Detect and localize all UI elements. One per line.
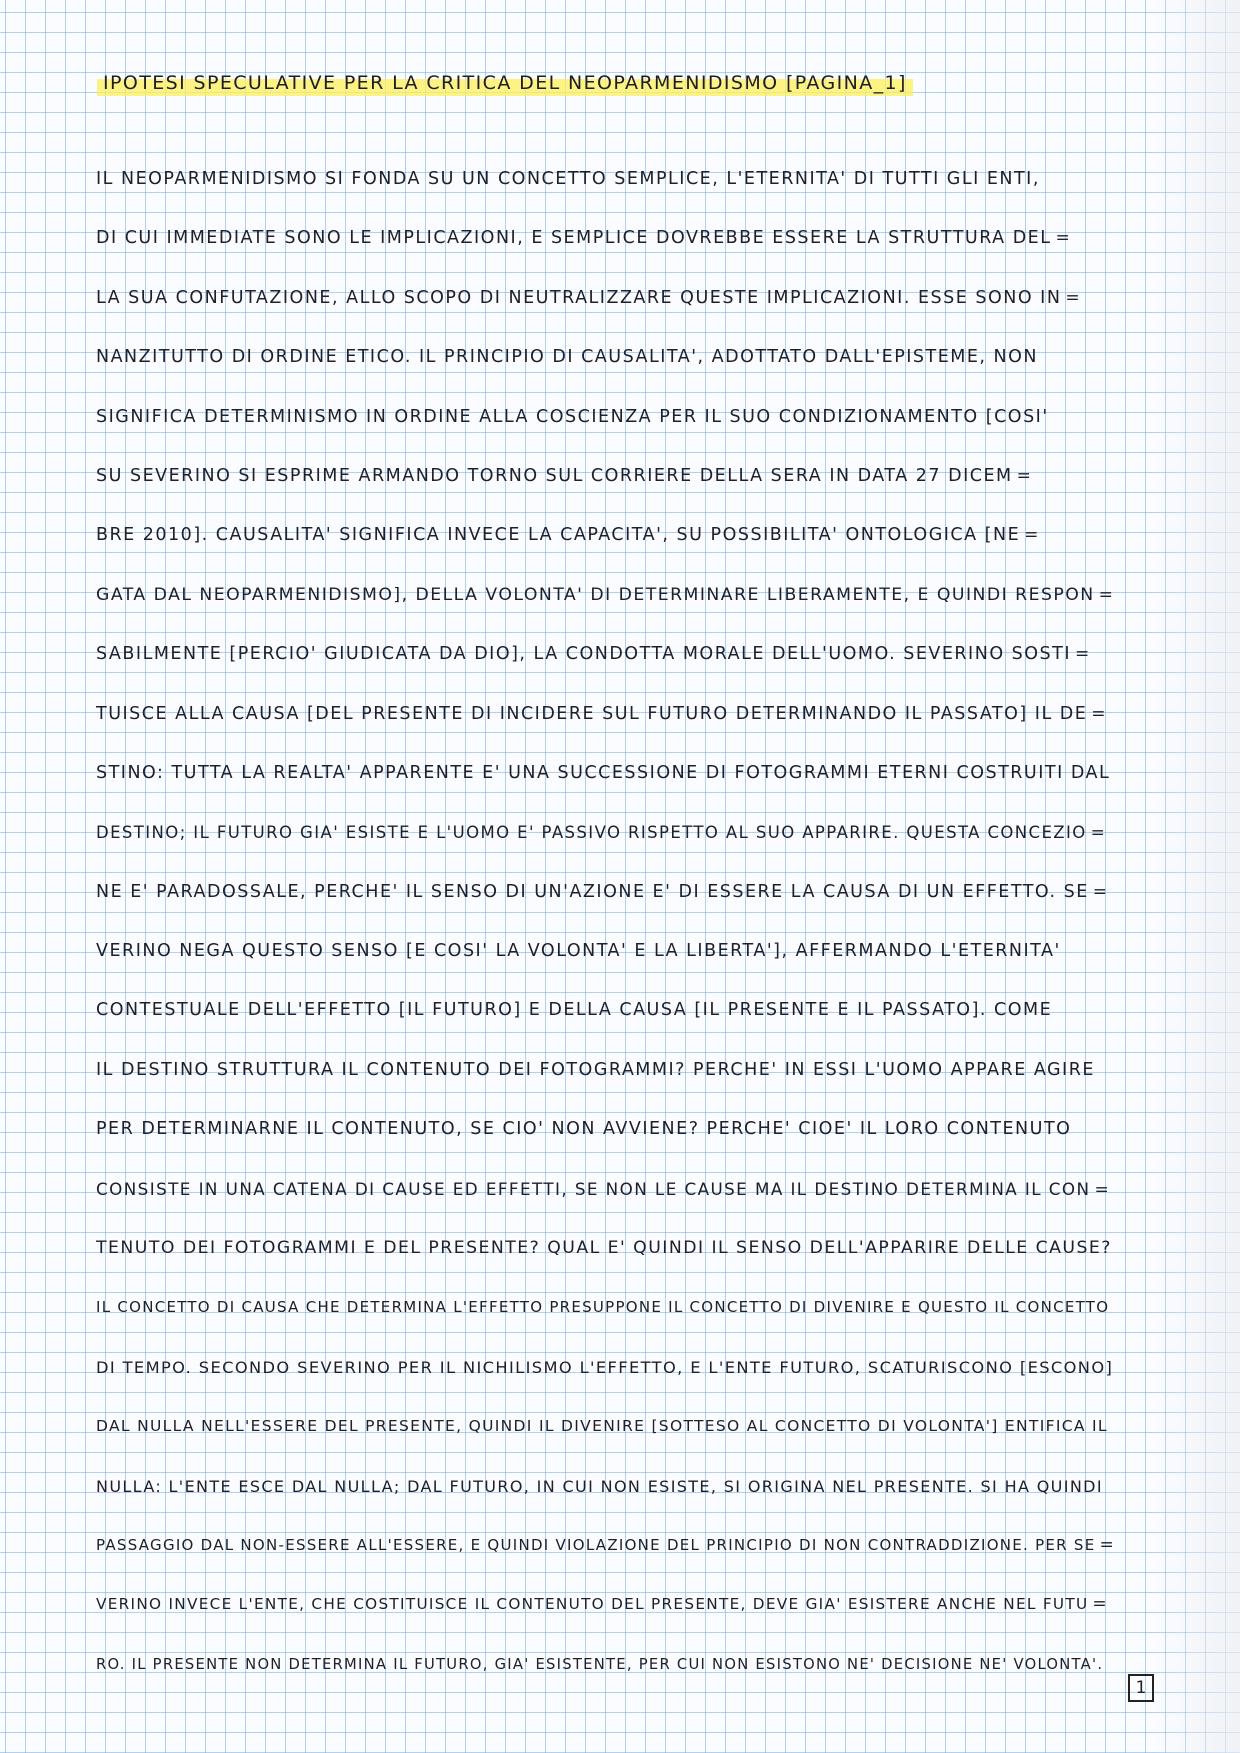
text-line bbox=[96, 1397, 1116, 1456]
hyphenation-mark: = bbox=[1055, 228, 1072, 249]
page-number-box: 1 bbox=[1128, 1674, 1154, 1702]
text-line bbox=[96, 863, 1116, 922]
text-line-content: SABILMENTE [PERCIO' GIUDICATA DA DIO], LA CONDOTTA MORALE DELL'UOMO. SEVERINO SOSTI bbox=[96, 644, 1071, 665]
page-edge-shadow bbox=[1150, 0, 1240, 1753]
text-line bbox=[96, 269, 1116, 328]
hyphenation-mark: = bbox=[1094, 1179, 1111, 1200]
hyphenation-mark: = bbox=[1092, 1594, 1108, 1615]
text-line bbox=[96, 1041, 1116, 1100]
text-line bbox=[96, 150, 1116, 209]
text-line-content: SU SEVERINO SI ESPRIME ARMANDO TORNO SUL CORRIERE DELLA SERA IN DATA 27 DICEM bbox=[96, 465, 1013, 486]
text-line-content: VERINO NEGA QUESTO SENSO [E COSI' LA VOLONTA' E LA LIBERTA'], AFFERMANDO L'ETERNITA' bbox=[96, 941, 1061, 962]
text-line-content: DI CUI IMMEDIATE SONO LE IMPLICAZIONI, E SEMPLICE DOVREBBE ESSERE LA STRUTTURA DEL bbox=[96, 228, 1052, 249]
text-line bbox=[96, 744, 1116, 803]
text-line bbox=[96, 566, 1116, 625]
text-line-content: IL NEOPARMENIDISMO SI FONDA SU UN CONCETTO SEMPLICE, L'ETERNITA' DI TUTTI GLI ENTI, bbox=[96, 169, 1040, 189]
text-line-content: IL CONCETTO DI CAUSA CHE DETERMINA L'EFFETTO PRESUPPONE IL CONCETTO DI DIVENIRE E QUESTO IL CONCETTO bbox=[96, 1298, 1110, 1317]
text-line-content: DI TEMPO. SECONDO SEVERINO PER IL NICHILISMO L'EFFETTO, E L'ENTE FUTURO, SCATURISCONO [ESCONO] bbox=[96, 1357, 1114, 1377]
text-line bbox=[96, 981, 1116, 1040]
text-line bbox=[96, 1575, 1116, 1634]
document-title: IPOTESI SPECULATIVE PER LA CRITICA DEL NEOPARMENIDISMO [PAGINA_1] bbox=[97, 66, 913, 100]
text-line-content: NANZITUTTO DI ORDINE ETICO. IL PRINCIPIO DI CAUSALITA', ADOTTATO DALL'EPISTEME, NON bbox=[96, 347, 1039, 368]
hyphenation-mark: = bbox=[1091, 703, 1108, 724]
text-line-content: STINO: TUTTA LA REALTA' APPARENTE E' UNA SUCCESSIONE DI FOTOGRAMMI ETERNI COSTRUITI DAL bbox=[96, 762, 1111, 783]
text-line-content: DESTINO; IL FUTURO GIA' ESISTE E L'UOMO E' PASSIVO RISPETTO AL SUO APPARIRE. QUESTA CONCEZIO bbox=[96, 823, 1087, 843]
text-line-content: PASSAGGIO DAL NON-ESSERE ALL'ESSERE, E QUINDI VIOLAZIONE DEL PRINCIPIO DI NON CONTRADDIZIONE. PER SE bbox=[96, 1535, 1096, 1554]
text-line-content: NE E' PARADOSSALE, PERCHE' IL SENSO DI UN'AZIONE E' DI ESSERE LA CAUSA DI UN EFFETTO. SE bbox=[96, 881, 1089, 902]
text-line-content: IL DESTINO STRUTTURA IL CONTENUTO DEI FOTOGRAMMI? PERCHE' IN ESSI L'UOMO APPARE AGIRE bbox=[96, 1059, 1095, 1080]
text-line bbox=[96, 447, 1116, 506]
text-line bbox=[96, 1100, 1116, 1159]
text-line-content: BRE 2010]. CAUSALITA' SIGNIFICA INVECE LA CAPACITA', SU POSSIBILITA' ONTOLOGICA [NE bbox=[96, 525, 1021, 546]
text-line-content: DAL NULLA NELL'ESSERE DEL PRESENTE, QUINDI IL DIVENIRE [SOTTESO AL CONCETTO DI VOLONTA'] ENTIFICA IL bbox=[96, 1417, 1108, 1436]
text-line bbox=[96, 1219, 1116, 1278]
hyphenation-mark: = bbox=[1099, 1534, 1116, 1555]
text-line-content: RO. IL PRESENTE NON DETERMINA IL FUTURO, GIA' ESISTENTE, PER CUI NON ESISTONO NE' DECISIONE NE' VOLONTA'. bbox=[96, 1655, 1104, 1673]
text-line-content: SIGNIFICA DETERMINISMO IN ORDINE ALLA COSCIENZA PER IL SUO CONDIZIONAMENTO [COSI' bbox=[96, 406, 1049, 427]
text-line-content: TENUTO DEI FOTOGRAMMI E DEL PRESENTE? QUAL E' QUINDI IL SENSO DELL'APPARIRE DELLE CAUSE? bbox=[96, 1238, 1112, 1259]
hyphenation-mark: = bbox=[1024, 525, 1040, 546]
hyphenation-mark: = bbox=[1075, 644, 1091, 665]
text-line-content: TUISCE ALLA CAUSA [DEL PRESENTE DI INCIDERE SUL FUTURO DETERMINANDO IL PASSATO] IL DE bbox=[96, 703, 1088, 724]
text-line-content: VERINO INVECE L'ENTE, CHE COSTITUISCE IL CONTENUTO DEL PRESENTE, DEVE GIA' ESISTERE ANCHE NEL FUTU bbox=[96, 1595, 1089, 1614]
hyphenation-mark: = bbox=[1016, 465, 1033, 486]
text-line bbox=[96, 1160, 1116, 1219]
text-line bbox=[96, 803, 1116, 862]
text-line-content: PER DETERMINARNE IL CONTENUTO, SE CIO' NON AVVIENE? PERCHE' CIOE' IL LORO CONTENUTO bbox=[96, 1119, 1072, 1140]
text-line bbox=[96, 506, 1116, 565]
hyphenation-mark: = bbox=[1092, 881, 1109, 902]
hyphenation-mark: = bbox=[1065, 287, 1082, 308]
text-line-content: CONTESTUALE DELL'EFFETTO [IL FUTURO] E DELLA CAUSA [IL PRESENTE E IL PASSATO]. COME bbox=[96, 1000, 1053, 1021]
text-line bbox=[96, 1457, 1116, 1516]
text-line-content: NULLA: L'ENTE ESCE DAL NULLA; DAL FUTURO, IN CUI NON ESISTE, SI ORIGINA NEL PRESENTE. SI HA QUINDI bbox=[96, 1476, 1103, 1496]
text-line bbox=[96, 1338, 1116, 1397]
text-line bbox=[96, 1516, 1116, 1575]
text-line-content: CONSISTE IN UNA CATENA DI CAUSE ED EFFETTI, SE NON LE CAUSE MA IL DESTINO DETERMINA IL CON bbox=[96, 1178, 1091, 1199]
text-line bbox=[96, 328, 1116, 387]
text-line bbox=[96, 922, 1116, 981]
text-line-content: LA SUA CONFUTAZIONE, ALLO SCOPO DI NEUTRALIZZARE QUESTE IMPLICAZIONI. ESSE SONO IN bbox=[96, 287, 1062, 308]
text-line bbox=[96, 685, 1116, 744]
text-line bbox=[96, 209, 1116, 268]
text-line bbox=[96, 625, 1116, 684]
handwritten-text-body bbox=[96, 150, 1116, 1694]
text-line bbox=[96, 388, 1116, 447]
text-line-content: GATA DAL NEOPARMENIDISMO], DELLA VOLONTA' DI DETERMINARE LIBERAMENTE, E QUINDI RESPON bbox=[96, 584, 1095, 605]
text-line bbox=[96, 1635, 1116, 1694]
hyphenation-mark: = bbox=[1098, 584, 1115, 605]
hyphenation-mark: = bbox=[1090, 823, 1107, 844]
text-line bbox=[96, 1278, 1116, 1337]
